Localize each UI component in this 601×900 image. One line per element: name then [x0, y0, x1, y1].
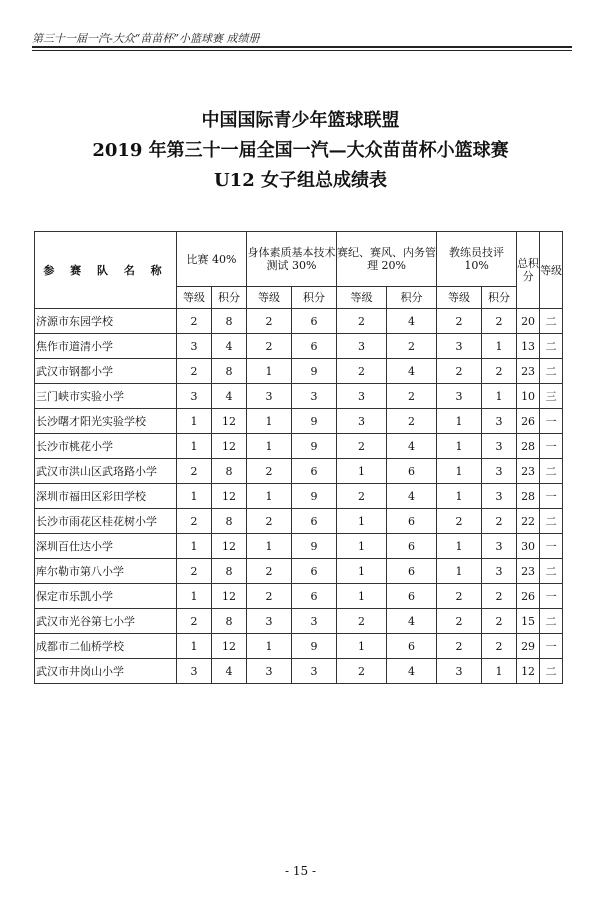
discipline-grade: 2 — [337, 659, 387, 684]
coach-header: 教练员技评 10% — [437, 232, 517, 287]
table-row — [35, 409, 563, 434]
match-grade: 3 — [177, 384, 212, 409]
discipline-points: 6 — [387, 634, 437, 659]
fitness-points: 9 — [292, 484, 337, 509]
fitness-points: 9 — [292, 359, 337, 384]
discipline-points: 6 — [387, 459, 437, 484]
total-points: 28 — [517, 484, 540, 509]
table-row — [35, 634, 563, 659]
fitness-points: 6 — [292, 509, 337, 534]
match-points: 8 — [212, 359, 247, 384]
team-name: 济源市东园学校 — [35, 309, 177, 334]
discipline-grade: 1 — [337, 634, 387, 659]
match-points: 12 — [212, 584, 247, 609]
fitness-points: 9 — [292, 409, 337, 434]
fitness-points: 3 — [292, 384, 337, 409]
discipline-points: 4 — [387, 309, 437, 334]
table-row — [35, 534, 563, 559]
rank: 一 — [540, 634, 563, 659]
fitness-grade: 1 — [247, 534, 292, 559]
match-points: 8 — [212, 559, 247, 584]
match-grade: 1 — [177, 484, 212, 509]
match-grade: 2 — [177, 359, 212, 384]
subheader-grade: 等级 — [337, 287, 387, 309]
coach-points: 3 — [482, 459, 517, 484]
coach-points: 3 — [482, 434, 517, 459]
match-points: 4 — [212, 334, 247, 359]
total-points: 23 — [517, 559, 540, 584]
team-name: 武汉市钢都小学 — [35, 359, 177, 384]
discipline-grade: 1 — [337, 509, 387, 534]
match-points: 12 — [212, 434, 247, 459]
total-points: 22 — [517, 509, 540, 534]
fitness-grade: 2 — [247, 509, 292, 534]
coach-grade: 2 — [437, 634, 482, 659]
fitness-points: 6 — [292, 459, 337, 484]
coach-points: 2 — [482, 509, 517, 534]
total-points: 12 — [517, 659, 540, 684]
discipline-header: 赛纪、赛风、内务管理 20% — [337, 232, 437, 287]
fitness-grade: 1 — [247, 359, 292, 384]
coach-grade: 1 — [437, 484, 482, 509]
team-name: 成都市二仙桥学校 — [35, 634, 177, 659]
subheader-points: 积分 — [292, 287, 337, 309]
table-row — [35, 334, 563, 359]
coach-points: 2 — [482, 584, 517, 609]
fitness-points: 3 — [292, 659, 337, 684]
fitness-grade: 1 — [247, 634, 292, 659]
fitness-grade: 2 — [247, 559, 292, 584]
discipline-grade: 2 — [337, 434, 387, 459]
table-row — [35, 609, 563, 634]
discipline-grade: 3 — [337, 384, 387, 409]
subheader-points: 积分 — [387, 287, 437, 309]
rank: 二 — [540, 459, 563, 484]
match-grade: 3 — [177, 334, 212, 359]
fitness-grade: 2 — [247, 334, 292, 359]
fitness-grade: 2 — [247, 584, 292, 609]
total-points: 23 — [517, 459, 540, 484]
total-points: 15 — [517, 609, 540, 634]
match-points: 8 — [212, 509, 247, 534]
coach-points: 3 — [482, 484, 517, 509]
discipline-points: 6 — [387, 509, 437, 534]
table-row — [35, 559, 563, 584]
match-grade: 1 — [177, 584, 212, 609]
table-row — [35, 309, 563, 334]
coach-grade: 1 — [437, 434, 482, 459]
header-rule-thin — [32, 50, 572, 51]
total-points: 13 — [517, 334, 540, 359]
team-name: 库尔勒市第八小学 — [35, 559, 177, 584]
discipline-points: 2 — [387, 384, 437, 409]
coach-grade: 2 — [437, 509, 482, 534]
coach-grade: 1 — [437, 559, 482, 584]
coach-points: 2 — [482, 609, 517, 634]
discipline-grade: 3 — [337, 334, 387, 359]
rank: 二 — [540, 509, 563, 534]
table-row — [35, 459, 563, 484]
fitness-header: 身体素质基本技术测试 30% — [247, 232, 337, 287]
fitness-grade: 3 — [247, 609, 292, 634]
fitness-points: 9 — [292, 434, 337, 459]
rank: 一 — [540, 584, 563, 609]
match-grade: 1 — [177, 434, 212, 459]
rank: 二 — [540, 359, 563, 384]
team-name: 深圳百仕达小学 — [35, 534, 177, 559]
rank: 二 — [540, 609, 563, 634]
table-row — [35, 359, 563, 384]
discipline-points: 4 — [387, 659, 437, 684]
team-column-header: 参 赛 队 名 称 — [35, 232, 177, 309]
fitness-grade: 2 — [247, 459, 292, 484]
table-row — [35, 584, 563, 609]
total-points: 10 — [517, 384, 540, 409]
discipline-grade: 2 — [337, 484, 387, 509]
fitness-points: 6 — [292, 559, 337, 584]
fitness-grade: 1 — [247, 409, 292, 434]
rank: 二 — [540, 659, 563, 684]
match-grade: 2 — [177, 459, 212, 484]
coach-grade: 3 — [437, 334, 482, 359]
fitness-points: 6 — [292, 309, 337, 334]
total-points: 23 — [517, 359, 540, 384]
subheader-points: 积分 — [482, 287, 517, 309]
coach-grade: 2 — [437, 609, 482, 634]
total-points: 28 — [517, 434, 540, 459]
subheader-grade: 等级 — [437, 287, 482, 309]
match-points: 4 — [212, 384, 247, 409]
match-grade: 1 — [177, 534, 212, 559]
fitness-points: 9 — [292, 534, 337, 559]
coach-grade: 3 — [437, 659, 482, 684]
coach-grade: 1 — [437, 459, 482, 484]
discipline-points: 4 — [387, 484, 437, 509]
discipline-grade: 1 — [337, 559, 387, 584]
total-points: 26 — [517, 584, 540, 609]
fitness-points: 9 — [292, 634, 337, 659]
discipline-grade: 3 — [337, 409, 387, 434]
team-name: 长沙市雨花区桂花树小学 — [35, 509, 177, 534]
match-points: 8 — [212, 459, 247, 484]
title-block — [0, 106, 601, 196]
coach-points: 1 — [482, 659, 517, 684]
coach-points: 3 — [482, 409, 517, 434]
match-points: 12 — [212, 409, 247, 434]
coach-points: 1 — [482, 334, 517, 359]
fitness-points: 6 — [292, 334, 337, 359]
fitness-points: 3 — [292, 609, 337, 634]
match-points: 12 — [212, 534, 247, 559]
total-points: 29 — [517, 634, 540, 659]
discipline-points: 6 — [387, 584, 437, 609]
team-name: 武汉市洪山区武珞路小学 — [35, 459, 177, 484]
discipline-points: 4 — [387, 359, 437, 384]
match-points: 12 — [212, 634, 247, 659]
match-points: 12 — [212, 484, 247, 509]
match-grade: 1 — [177, 409, 212, 434]
match-grade: 1 — [177, 634, 212, 659]
team-name: 焦作市道清小学 — [35, 334, 177, 359]
rank: 二 — [540, 309, 563, 334]
total-header: 总积分 — [517, 232, 540, 309]
team-name: 长沙曙才阳光实验学校 — [35, 409, 177, 434]
rank: 一 — [540, 534, 563, 559]
coach-points: 1 — [482, 384, 517, 409]
match-points: 4 — [212, 659, 247, 684]
coach-grade: 2 — [437, 309, 482, 334]
discipline-grade: 2 — [337, 359, 387, 384]
coach-points: 2 — [482, 634, 517, 659]
total-points: 20 — [517, 309, 540, 334]
coach-points: 3 — [482, 559, 517, 584]
team-name: 深圳市福田区彩田学校 — [35, 484, 177, 509]
discipline-points: 6 — [387, 559, 437, 584]
page-number: - 15 - — [284, 864, 316, 878]
table-body — [35, 309, 563, 684]
rank: 一 — [540, 409, 563, 434]
subheader-grade: 等级 — [247, 287, 292, 309]
coach-grade: 1 — [437, 534, 482, 559]
discipline-points: 4 — [387, 609, 437, 634]
running-header: 第三十一届一汽-大众“苗苗杯”小篮球赛 成绩册 — [32, 32, 260, 45]
fitness-grade: 1 — [247, 434, 292, 459]
fitness-grade: 3 — [247, 659, 292, 684]
fitness-points: 6 — [292, 584, 337, 609]
table-row — [35, 659, 563, 684]
results-table — [34, 231, 563, 684]
rank-header: 等级 — [540, 232, 563, 309]
table-row — [35, 509, 563, 534]
match-grade: 2 — [177, 609, 212, 634]
coach-points: 2 — [482, 309, 517, 334]
subheader-points: 积分 — [212, 287, 247, 309]
fitness-grade: 1 — [247, 484, 292, 509]
discipline-grade: 1 — [337, 459, 387, 484]
coach-grade: 2 — [437, 584, 482, 609]
title-table: U12 女子组总成绩表 — [213, 170, 387, 191]
rank: 三 — [540, 384, 563, 409]
discipline-points: 2 — [387, 334, 437, 359]
coach-points: 2 — [482, 359, 517, 384]
fitness-grade: 3 — [247, 384, 292, 409]
match-grade: 2 — [177, 309, 212, 334]
fitness-grade: 2 — [247, 309, 292, 334]
discipline-points: 6 — [387, 534, 437, 559]
coach-points: 3 — [482, 534, 517, 559]
discipline-points: 4 — [387, 434, 437, 459]
title-org: 中国国际青少年篮球联盟 — [201, 110, 400, 131]
team-name: 保定市乐凯小学 — [35, 584, 177, 609]
header-rule — [32, 46, 572, 48]
title-event: 2019 年第三十一届全国一汽—大众苗苗杯小篮球赛 — [92, 140, 509, 161]
total-points: 26 — [517, 409, 540, 434]
rank: 一 — [540, 484, 563, 509]
match-grade: 3 — [177, 659, 212, 684]
match-grade: 2 — [177, 559, 212, 584]
rank: 一 — [540, 434, 563, 459]
match-points: 8 — [212, 609, 247, 634]
match-grade: 2 — [177, 509, 212, 534]
discipline-grade: 2 — [337, 609, 387, 634]
discipline-points: 2 — [387, 409, 437, 434]
rank: 二 — [540, 559, 563, 584]
match-points: 8 — [212, 309, 247, 334]
discipline-grade: 1 — [337, 584, 387, 609]
discipline-grade: 1 — [337, 534, 387, 559]
match-header: 比赛 40% — [177, 232, 247, 287]
team-name: 三门峡市实验小学 — [35, 384, 177, 409]
team-name: 武汉市井岗山小学 — [35, 659, 177, 684]
team-name: 武汉市光谷第七小学 — [35, 609, 177, 634]
table-row — [35, 434, 563, 459]
team-name: 长沙市桃花小学 — [35, 434, 177, 459]
coach-grade: 3 — [437, 384, 482, 409]
coach-grade: 1 — [437, 409, 482, 434]
table-row — [35, 484, 563, 509]
coach-grade: 2 — [437, 359, 482, 384]
total-points: 30 — [517, 534, 540, 559]
discipline-grade: 2 — [337, 309, 387, 334]
subheader-grade: 等级 — [177, 287, 212, 309]
rank: 二 — [540, 334, 563, 359]
table-row — [35, 384, 563, 409]
